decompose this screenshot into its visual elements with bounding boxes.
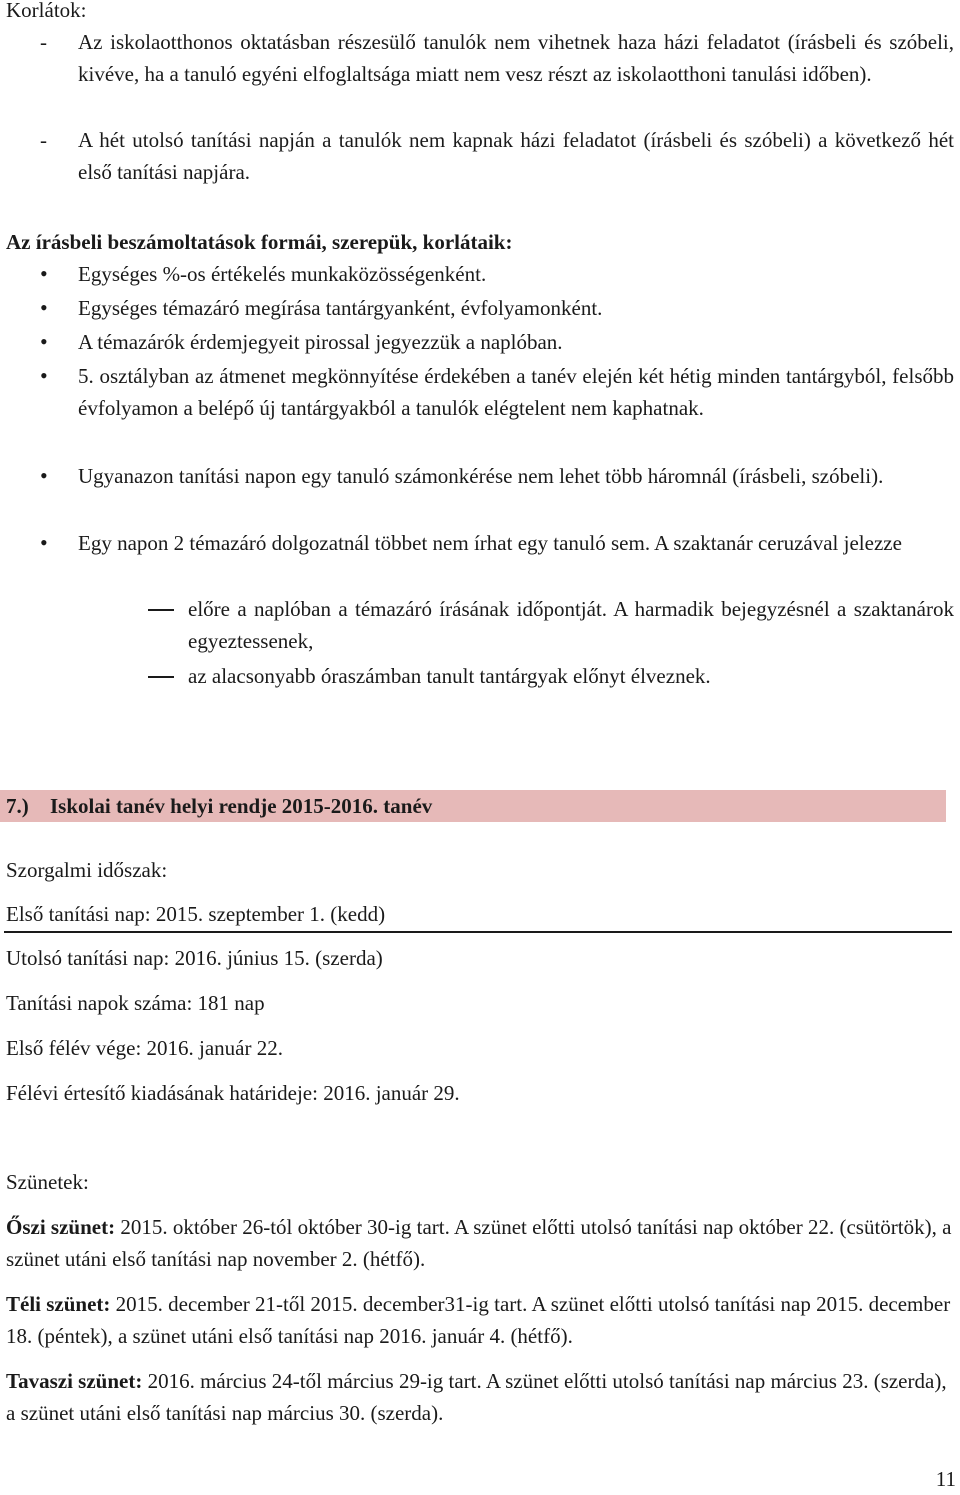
sub-item-text: előre a naplóban a témazáró írásának időpontját. A harmadik bejegyzésnél a szaktanárok egyeztessenek, — [188, 597, 954, 653]
divider-line — [4, 931, 952, 933]
dash-marker: - — [40, 128, 47, 152]
bullet-item — [40, 292, 954, 324]
sub-item — [0, 660, 960, 692]
holiday-text: 2016. március 24-től március 29-ig tart. A szünet előtti utolsó tanítási nap március 23. (szerda), a szünet utáni első tanítási nap március 30. (szerda). — [6, 1369, 947, 1425]
study-period-line: Félévi értesítő kiadásának határideje: 2016. január 29. — [6, 1081, 460, 1105]
holiday-label: Téli szünet: — [6, 1292, 111, 1316]
bullet-item — [40, 360, 954, 456]
limits-item-text: Az iskolaotthonos oktatásban részesülő tanulók nem vihetnek haza házi feladatot (írásbeli és szóbeli, kivéve, ha a tanuló egyéni elfoglaltsága miatt nem vesz részt az iskolaotthoni tanulási időben). — [78, 30, 954, 86]
sub-item-text: az alacsonyabb óraszámban tanult tantárgyak előnyt élveznek. — [188, 664, 711, 688]
bullet-marker: • — [40, 363, 48, 388]
sub-item — [0, 593, 960, 657]
bullet-text: Egységes %-os értékelés munkaközösségenként. — [78, 262, 487, 286]
bullet-text: 5. osztályban az átmenet megkönnyítése érdekében a tanév elején két hétig minden tantárgyból, felsőbb évfolyamon a belépő új tantárgyakból a tanulók elégtelent nem kaphatnak. — [78, 364, 954, 420]
section-number: 7.) — [6, 794, 29, 818]
study-period-line: Utolsó tanítási nap: 2016. június 15. (szerda) — [6, 946, 383, 970]
holiday-item — [6, 1288, 954, 1352]
bullet-marker: • — [40, 295, 48, 320]
holiday-label: Tavaszi szünet: — [6, 1369, 143, 1393]
bullet-text: A témazárók érdemjegyeit pirossal jegyezzük a naplóban. — [78, 330, 563, 354]
dash-marker: - — [40, 30, 47, 54]
holiday-text: 2015. október 26-tól október 30-ig tart. A szünet előtti utolsó tanítási nap október 22. (csütörtök), a szünet utáni első tanítási nap november 2. (hétfő). — [6, 1215, 952, 1271]
bullet-marker: • — [40, 261, 48, 286]
written-heading: Az írásbeli beszámoltatások formái, szerepük, korlátaik: — [6, 230, 513, 254]
sub-dash-marker — [148, 609, 174, 611]
limits-item-text: A hét utolsó tanítási napján a tanulók nem kapnak házi feladatot (írásbeli és szóbeli) a következő hét első tanítási napjára. — [78, 128, 954, 184]
limits-item-2 — [40, 124, 954, 188]
bullet-item — [40, 258, 954, 290]
bullet-text: Ugyanazon tanítási napon egy tanuló számonkérése nem lehet több háromnál (írásbeli, szóbeli). — [78, 464, 884, 488]
study-period-heading: Szorgalmi időszak: — [6, 858, 168, 882]
bullet-item — [40, 460, 954, 524]
study-period-line: Első tanítási nap: 2015. szeptember 1. (kedd) — [6, 902, 386, 926]
limits-heading: Korlátok: — [6, 0, 87, 22]
sub-dash-marker — [148, 676, 174, 678]
holiday-item — [6, 1211, 954, 1275]
study-period-line: Első félév vége: 2016. január 22. — [6, 1036, 283, 1060]
holiday-item — [6, 1365, 954, 1429]
bullet-marker: • — [40, 463, 48, 488]
bullet-text: Egységes témazáró megírása tantárgyanként, évfolyamonként. — [78, 296, 603, 320]
holiday-text: 2015. december 21-től 2015. december31-ig tart. A szünet előtti utolsó tanítási nap 2015. december 18. (péntek), a szünet utáni első tanítási nap 2016. január 4. (hétfő). — [6, 1292, 951, 1348]
bullet-item — [40, 326, 954, 358]
section-heading-bar — [0, 790, 946, 822]
holiday-label: Őszi szünet: — [6, 1215, 116, 1239]
limits-item-1 — [40, 26, 954, 90]
page-number: 11 — [935, 1467, 956, 1491]
bullet-marker: • — [40, 329, 48, 354]
section-title: Iskolai tanév helyi rendje 2015-2016. tanév — [50, 794, 433, 818]
bullet-marker: • — [40, 530, 48, 555]
bullet-text: Egy napon 2 témazáró dolgozatnál többet nem írhat egy tanuló sem. A szaktanár ceruzával jelezze — [78, 531, 902, 555]
holidays-heading: Szünetek: — [6, 1170, 89, 1194]
study-period-line: Tanítási napok száma: 181 nap — [6, 991, 265, 1015]
bullet-item — [40, 527, 954, 591]
